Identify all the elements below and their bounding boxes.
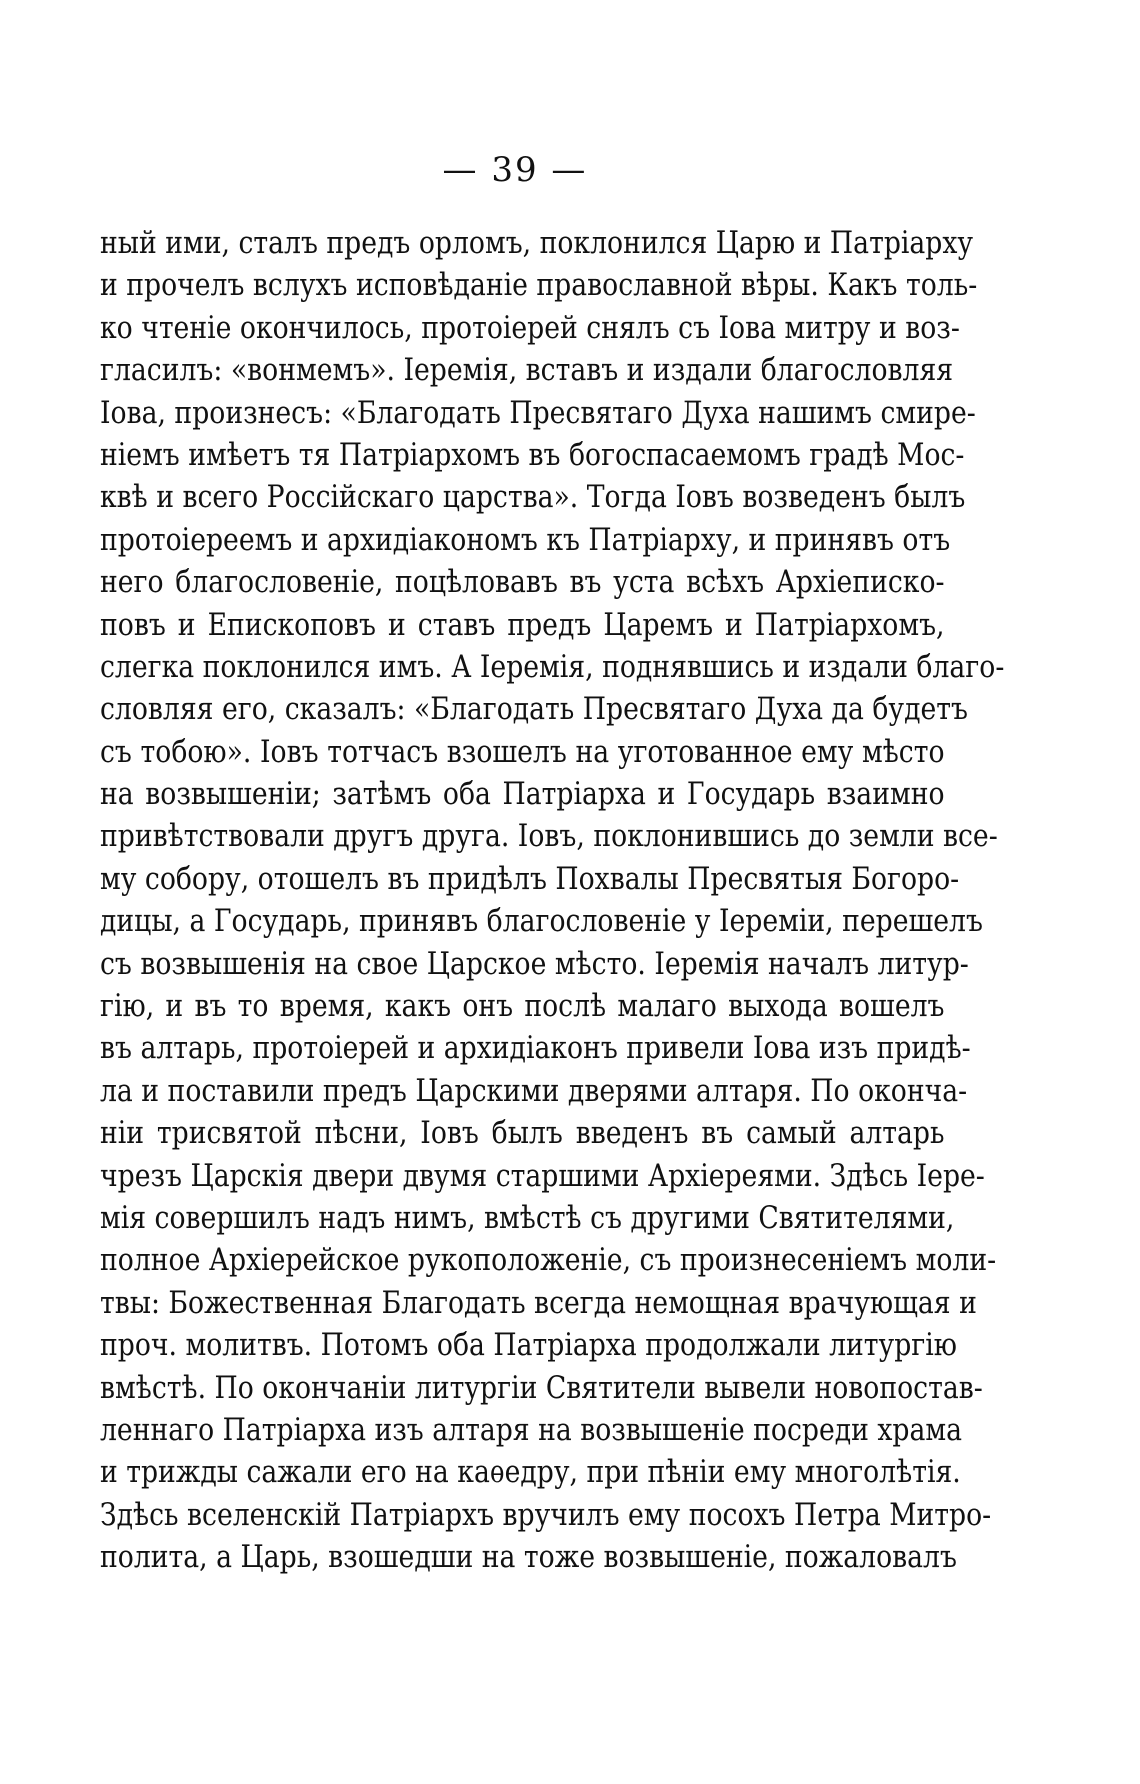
text-line: ла и поставили предъ Царскими дверями алтаря. По оконча-	[100, 1072, 968, 1109]
text-line: словляя его, сказалъ: «Благодать Пресвятаго Духа да будетъ	[100, 691, 968, 728]
text-line: проч. молитвъ. Потомъ оба Патріарха продолжали литургію	[100, 1327, 958, 1364]
text-line: полное Архіерейское рукоположеніе, съ произнесеніемъ моли-	[100, 1242, 997, 1279]
text-line: мія совершилъ надъ нимъ, вмѣстѣ съ другими Святителями,	[100, 1199, 955, 1236]
text-line: полита, а Царь, взошедши на тоже возвышеніе, пожаловалъ	[100, 1539, 957, 1576]
text-line: съ возвышенія на свое Царское мѣсто. Іеремія началъ литур-	[100, 945, 969, 982]
text-line: гласилъ: «вонмемъ». Іеремія, вставъ и издали благословляя	[100, 352, 954, 389]
text-line: дицы, а Государь, принявъ благословеніе у Іереміи, перешелъ	[100, 903, 983, 940]
text-line: на возвышеніи; затѣмъ оба Патріарха и Государь взаимно	[100, 776, 945, 813]
text-line: ніемъ имѣетъ тя Патріархомъ въ богоспасаемомъ градѣ Мос-	[100, 436, 965, 473]
text-line: Здѣсь вселенскій Патріархъ вручилъ ему посохъ Петра Митро-	[100, 1496, 992, 1533]
text-line: леннаго Патріарха изъ алтаря на возвышеніе посреди храма	[100, 1411, 963, 1448]
body-text	[100, 222, 1005, 1579]
text-line: квѣ и всего Россійскаго царства». Тогда Іовъ возведенъ былъ	[100, 479, 966, 516]
text-line: му собору, отошелъ въ придѣлъ Похвалы Пресвятыя Богоро-	[100, 860, 960, 897]
text-line: слегка поклонился имъ. А Іеремія, поднявшись и издали благо-	[100, 648, 1005, 685]
text-line: твы: Божественная Благодать всегда немощная врачующая и	[100, 1284, 977, 1321]
text-line: ко чтеніе окончилось, протоіерей снялъ съ Іова митру и воз-	[100, 309, 960, 346]
text-line: повъ и Епископовъ и ставъ предъ Царемъ и Патріархомъ,	[100, 606, 945, 643]
text-line: гію, и въ то время, какъ онъ послѣ малаго выхода вошелъ	[100, 988, 945, 1025]
text-line: него благословеніе, поцѣловавъ въ уста всѣхъ Архіеписко-	[100, 564, 945, 601]
text-line: съ тобою». Іовъ тотчасъ взошелъ на уготованное ему мѣсто	[100, 733, 945, 770]
text-line: чрезъ Царскія двери двумя старшими Архіереями. Здѣсь Іере-	[100, 1157, 985, 1194]
text-line: протоіереемъ и архидіакономъ къ Патріарху, и принявъ отъ	[100, 521, 951, 558]
text-line: и прочелъ вслухъ исповѣданіе православной вѣры. Какъ толь-	[100, 267, 978, 304]
page-number: — 39 —	[442, 150, 588, 190]
text-line: въ алтарь, протоіерей и архидіаконъ привели Іова изъ придѣ-	[100, 1030, 971, 1067]
text-line: ный ими, сталъ предъ орломъ, поклонился Царю и Патріарху	[100, 225, 974, 261]
text-line: и трижды сажали его на каѳедру, при пѣніи ему многолѣтія.	[100, 1454, 961, 1491]
text-line: ніи трисвятой пѣсни, Іовъ былъ введенъ въ самый алтарь	[100, 1115, 945, 1152]
text-line: Іова, произнесъ: «Благодать Пресвятаго Духа нашимъ смире-	[100, 394, 976, 431]
text-line: вмѣстѣ. По окончаніи литургіи Святители вывели новопостав-	[100, 1369, 983, 1406]
text-line: привѣтствовали другъ друга. Іовъ, поклонившись до земли все-	[100, 818, 998, 855]
